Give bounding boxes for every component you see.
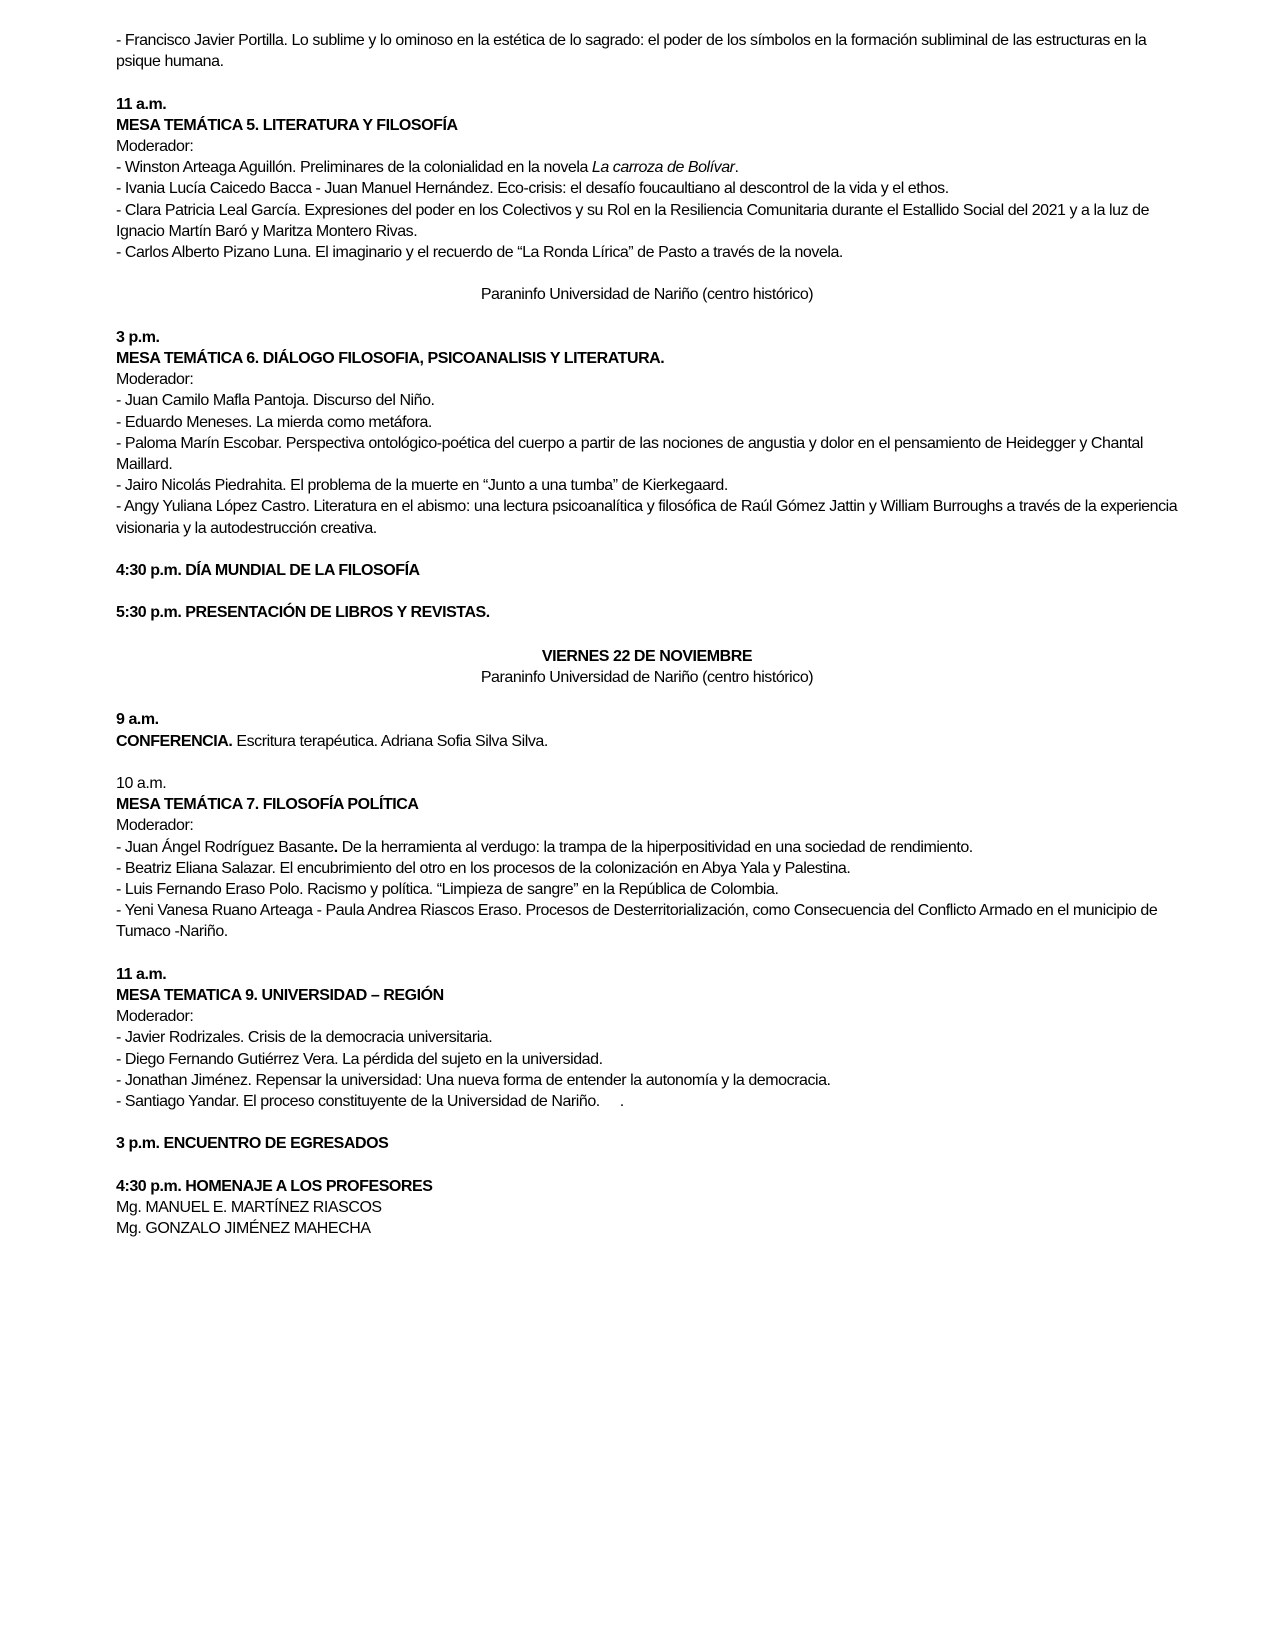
- session-title: MESA TEMÁTICA 5. LITERATURA Y FILOSOFÍA: [116, 116, 458, 134]
- session-time: 11 a.m.: [116, 965, 167, 983]
- conferencia-section: [116, 709, 1178, 751]
- event-encuentro-egresados: 3 p.m. ENCUENTRO DE EGRESADOS: [116, 1135, 389, 1153]
- session-title: MESA TEMATICA 9. UNIVERSIDAD – REGIÓN: [116, 987, 444, 1004]
- homenaje-title: 4:30 p.m. HOMENAJE A LOS PROFESORES: [116, 1177, 433, 1195]
- homenaje-section: [116, 1176, 1178, 1240]
- document-page: [116, 30, 1178, 1239]
- list-item: - Javier Rodrizales. Crisis de la democracia universitaria.: [116, 1029, 493, 1047]
- mesa-6-section: [116, 327, 1178, 539]
- list-item: - Diego Fernando Gutiérrez Vera. La pérdida del sujeto en la universidad.: [116, 1050, 603, 1068]
- list-item: - Juan Camilo Mafla Pantoja. Discurso del Niño.: [116, 392, 435, 410]
- mesa-5-section: [116, 94, 1178, 264]
- list-item: - Paloma Marín Escobar. Perspectiva ontológico-poética del cuerpo a partir de las nociones de angustia y dolor en el pensamiento de Heidegger y Chantal Maillard.: [116, 434, 1143, 474]
- list-item: - Winston Arteaga Aguillón. Preliminares de la colonialidad en la novela La carroza de Bolívar.: [116, 159, 739, 177]
- session-time: 3 p.m.: [116, 328, 160, 346]
- moderator-label: Moderador:: [116, 138, 194, 155]
- conferencia-label: CONFERENCIA.: [116, 732, 233, 750]
- venue-line: Paraninfo Universidad de Nariño (centro histórico): [480, 669, 814, 686]
- list-item: - Carlos Alberto Pizano Luna. El imaginario y el recuerdo de “La Ronda Lírica” de Pasto a través de la novela.: [116, 244, 843, 262]
- list-item: - Eduardo Meneses. La mierda como metáfora.: [116, 413, 432, 431]
- list-item: - Santiago Yandar. El proceso constituyente de la Universidad de Nariño. .: [116, 1093, 624, 1111]
- session-title: MESA TEMÁTICA 6. DIÁLOGO FILOSOFIA, PSICOANALISIS Y LITERATURA.: [116, 350, 665, 367]
- moderator-label: Moderador:: [116, 371, 194, 389]
- list-item: - Francisco Javier Portilla. Lo sublime y lo ominoso en la estética de lo sagrado: el poder de los símbolos en la formación subliminal de las estructuras en la psique humana.: [116, 32, 1147, 71]
- mesa-9-section: [116, 964, 1178, 1112]
- event-dia-mundial: 4:30 p.m. DÍA MUNDIAL DE LA FILOSOFÍA: [116, 562, 420, 580]
- moderator-label: Moderador:: [116, 817, 194, 835]
- list-item: - Angy Yuliana López Castro. Literatura en el abismo: una lectura psicoanalítica y filosófica de Raúl Gómez Jattin y William Burroughs a través de la experiencia visionaria y la autodestrucción creativa.: [116, 498, 1178, 537]
- list-item: - Clara Patricia Leal García. Expresiones del poder en los Colectivos y su Rol en la Resiliencia Comunitaria durante el Estallido Social del 2021 y a la luz de Ignacio Martín Baró y Maritza Montero Rivas.: [116, 201, 1150, 240]
- session-time: 11 a.m.: [116, 95, 167, 113]
- mesa-7-section: [116, 773, 1178, 943]
- list-item: - Jonathan Jiménez. Repensar la universidad: Una nueva forma de entender la autonomía y la democracia.: [116, 1071, 831, 1089]
- list-item: - Beatriz Eliana Salazar. El encubrimiento del otro en los procesos de la colonización en Abya Yala y Palestina.: [116, 859, 851, 877]
- moderator-label: Moderador:: [116, 1008, 194, 1026]
- list-item: - Ivania Lucía Caicedo Bacca - Juan Manuel Hernández. Eco-crisis: el desafío foucaultiano al descontrol de la vida y el ethos.: [116, 180, 949, 198]
- venue-line: Paraninfo Universidad de Nariño (centro histórico): [480, 286, 814, 304]
- list-item: - Luis Fernando Eraso Polo. Racismo y política. “Limpieza de sangre” en la República de Colombia.: [116, 881, 779, 898]
- list-item: - Jairo Nicolás Piedrahita. El problema de la muerte en “Junto a una tumba” de Kierkegaard.: [116, 477, 728, 495]
- honoree-name: Mg. GONZALO JIMÉNEZ MAHECHA: [116, 1220, 371, 1238]
- novel-title: La carroza de Bolívar: [591, 159, 735, 177]
- session-time: 9 a.m.: [116, 711, 159, 729]
- session-time: 10 a.m.: [116, 774, 167, 792]
- session-title: MESA TEMÁTICA 7. FILOSOFÍA POLÍTICA: [116, 796, 419, 814]
- list-item: - Yeni Vanesa Ruano Arteaga - Paula Andrea Riascos Eraso. Procesos de Desterritorialización, como Consecuencia del Conflicto Armado en el municipio de Tumaco -Nariño.: [116, 902, 1158, 941]
- list-item: - Juan Ángel Rodríguez Basante. De la herramienta al verdugo: la trampa de la hiperpositividad en una sociedad de rendimiento.: [116, 838, 973, 856]
- honoree-name: Mg. MANUEL E. MARTÍNEZ RIASCOS: [116, 1199, 382, 1216]
- event-presentacion-libros: 5:30 p.m. PRESENTACIÓN DE LIBROS Y REVISTAS.: [116, 604, 490, 622]
- day-heading: VIERNES 22 DE NOVIEMBRE: [541, 647, 753, 665]
- conferencia-line: CONFERENCIA. Escritura terapéutica. Adriana Sofia Silva Silva.: [116, 732, 548, 750]
